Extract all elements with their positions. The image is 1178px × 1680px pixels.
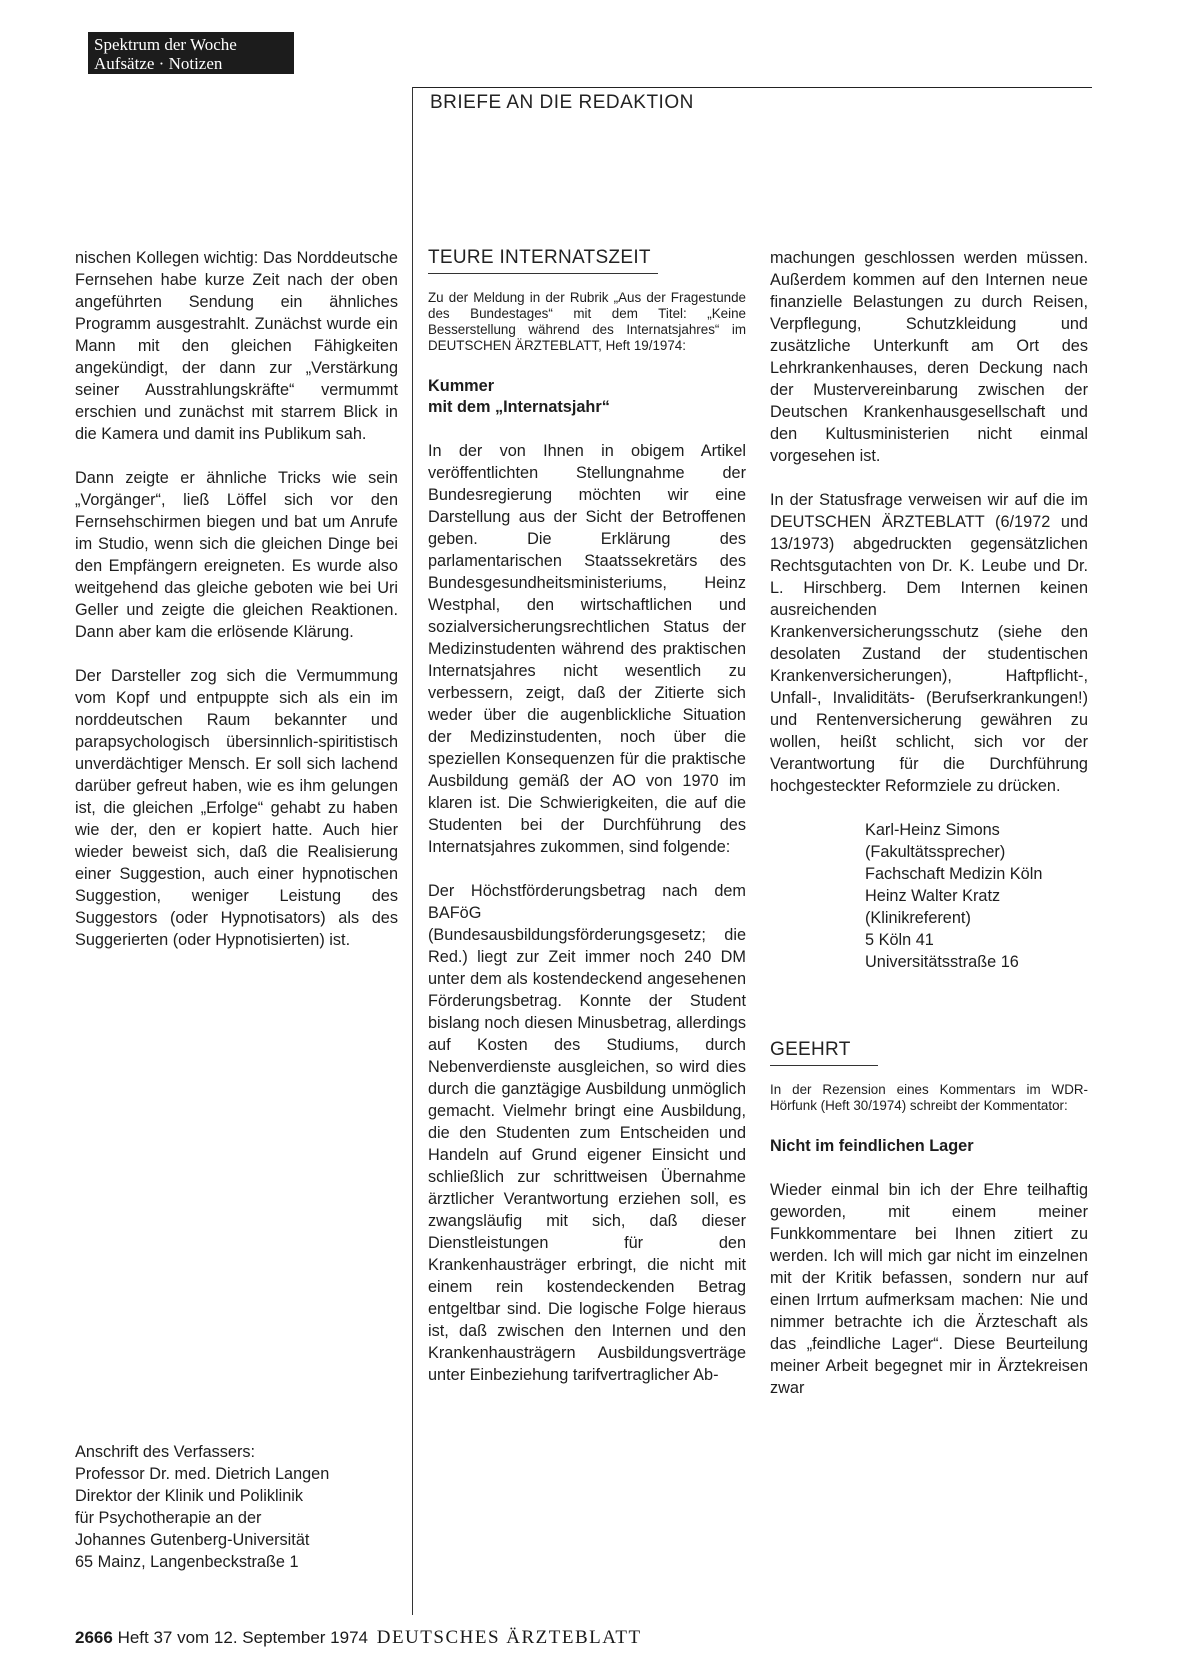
letter-headline: Nicht im feindlichen Lager xyxy=(770,1137,974,1155)
address-line: Anschrift des Verfassers: xyxy=(75,1443,256,1461)
top-rule xyxy=(412,87,1092,88)
page-number: 2666 xyxy=(75,1628,113,1647)
heading-rule xyxy=(428,273,658,274)
col3-paragraph-1: machungen geschlossen werden müssen. Außerdem kommen auf den Internen neue finanzielle Belastungen zu durch Reisen, Verpflegung, Schutzkleidung und zusätzliche Unterkunft am Ort des Lehrkrankenhauses, deren Deckung nach der Mustervereinbarung zwischen der Deutschen Krankenhausgesellschaft und den Kultusministerien nicht einmal vorgesehen ist. xyxy=(770,249,1088,465)
magazine-name: DEUTSCHES ÄRZTEBLATT xyxy=(376,1627,642,1648)
column-1 xyxy=(75,247,398,951)
address-line: Professor Dr. med. Dietrich Langen xyxy=(75,1465,330,1483)
col2-paragraph-2: Der Höchstförderungsbetrag nach dem BAFöG (Bundesausbildungsförderungsgesetz; die Red.) liegt zur Zeit immer noch 240 DM unter dem als kostendeckend angesehenen Förderungsbetrag. Konnte der Student bislang noch diesen Minusbetrag, allerdings auf Kosten des Studiums, durch Nebenverdienste ausgleichen, so wird dies durch die ganztägige Ausbildung unmöglich gemacht. Vielmehr bringt eine Ausbildung, die den Studenten zum Entscheiden und Handeln auf Grund eigener Einsicht und schließlich zur schrittweisen Übernahme ärztlicher Verantwortung erziehen soll, es zwangsläufig mit sich, daß dieser Dienstleistungen für den Krankenhausträger erbringt, die nicht mit einem rein kostendeckenden Betrag entgeltbar sind. Die logische Folge hieraus ist, daß zwischen den Internen und den Krankenhausträgern Ausbildungsverträge unter Einbeziehung tarifvertraglicher Ab- xyxy=(428,882,746,1384)
letter-headline-line2: mit dem „Internatsjahr“ xyxy=(428,398,610,416)
col2-paragraph-1: In der von Ihnen in obigem Artikel veröffentlichten Stellungnahme der Bundesregierung möchten wir eine Darstellung aus der Sicht der Betroffenen geben. Die Erklärung des parlamentarischen Staatssekretärs des Bundesgesundheitsministeriums, Heinz Westphal, den wirtschaftlichen und sozialversicherungsrechtlichen Status der Medizinstudenten während des praktischen Internatsjahres nicht wesentlich zu verbessern, zeigt, daß der Zitierte sich weder über die augenblickliche Situation der Medizinstudenten, noch über die speziellen Konsequenzen für die praktische Ausbildung gemäß der AO von 1970 im klaren ist. Die Schwierigkeiten, die auf die Studenten bei der Durchführung des Internatsjahres zukommen, sind folgende: xyxy=(428,442,746,856)
signature-line: Heinz Walter Kratz xyxy=(865,887,1001,905)
article-intro: In der Rezension eines Kommentars im WDR-Hörfunk (Heft 30/1974) schreibt der Kommentator: xyxy=(770,1082,1088,1113)
signature-line: (Fakultätssprecher) xyxy=(865,843,1006,861)
signature-line: Universitätsstraße 16 xyxy=(865,953,1019,971)
col1-paragraph-3: Der Darsteller zog sich die Vermummung vom Kopf und entpuppte sich als ein im norddeutschen Raum bekannter und parapsychologisch übersinnlich-spiritistisch unverdächtiger Mensch. Er soll sich lachend darüber gefreut haben, wie es ihm gelungen ist, die gleichen „Erfolge“ gehabt zu haben wie der, den er kopiert hatte. Auch hier wieder beweist sich, daß die Realisierung einer Suggestion, auch einer hypnotischen Suggestion, weniger Leistung des Suggestors (oder Hypnotisators) als des Suggerierten (oder Hypnotisierten) ist. xyxy=(75,667,398,949)
article-intro: Zu der Meldung in der Rubrik „Aus der Fragestunde des Bundestages“ mit dem Titel: „Keine Besserstellung während des Internatsjahres“ im DEUTSCHEN ÄRZTEBLATT, Heft 19/1974: xyxy=(428,290,746,353)
section-tag-line1: Spektrum der Woche xyxy=(94,35,237,54)
letter-headline-line1: Kummer xyxy=(428,377,495,395)
address-line: Direktor der Klinik und Poliklinik xyxy=(75,1487,304,1505)
col3-paragraph-2: In der Statusfrage verweisen wir auf die im DEUTSCHEN ÄRZTEBLATT (6/1972 und 13/1973) abgedruckten gegensätzlichen Rechtsgutachten von Dr. K. Leube und Dr. L. Hirschberg. Dem Internen keinen ausreichenden Krankenversicherungsschutz (siehe den desolaten Zustand der studentischen Krankenversicherungen), Haftpflicht-, Unfall-, Invaliditäts- (Berufserkrankungen!) und Rentenversicherung gewähren zu wollen, heißt schlicht, sich vor der Verantwortung für die Durchführung hochgesteckter Reformziele zu drücken. xyxy=(770,491,1088,795)
col1-paragraph-1: nischen Kollegen wichtig: Das Norddeutsche Fernsehen habe kurze Zeit nach der oben angeführten Sendung ein ähnliches Programm ausgestrahlt. Zunächst wurde ein Mann mit den gleichen Fähigkeiten angekündigt, der dann zur „Verstärkung seiner Ausstrahlungskräfte“ vermummt erschien und zunächst mit starrem Blick in die Kamera und damit ins Publikum sah. xyxy=(75,249,398,443)
col1-paragraph-2: Dann zeigte er ähnliche Tricks wie sein „Vorgänger“, ließ Löffel sich vor den Fernsehschirmen biegen und bat um Anrufe im Studio, wenn sich die gleichen Dinge bei den Empfängern ereigneten. Es wurde also weitgehend das gleiche geboten wie bei Uri Geller und zeigte die gleichen Reaktionen. Dann aber kam die erlösende Klärung. xyxy=(75,469,398,641)
signature-line: (Klinikreferent) xyxy=(865,909,971,927)
col3-paragraph-3: Wieder einmal bin ich der Ehre teilhaftig geworden, mit einem meiner Funkkommentare bei Ihnen zitiert zu werden. Ich will mich gar nicht im einzelnen mit der Kritik befassen, sondern nur auf einen Irrtum aufmerksam machen: Nie und nimmer betrachte ich die Ärzteschaft als das „feindliche Lager“. Diese Beurteilung meiner Arbeit begegnet mir in Ärztekreisen zwar xyxy=(770,1181,1088,1397)
article-heading-teure-internatszeit: TEURE INTERNATSZEIT xyxy=(428,247,651,268)
section-tag xyxy=(88,32,294,74)
section-tag-line2: Aufsätze · Notizen xyxy=(94,54,223,73)
column-divider xyxy=(412,87,413,1615)
address-line: Johannes Gutenberg-Universität xyxy=(75,1531,310,1549)
signature-line: 5 Köln 41 xyxy=(865,931,934,949)
author-address xyxy=(75,1441,405,1573)
signature-block xyxy=(770,819,1088,973)
section-title: BRIEFE AN DIE REDAKTION xyxy=(430,92,694,113)
article-heading-geehrt: GEEHRT xyxy=(770,1039,851,1060)
heading-rule xyxy=(770,1065,878,1066)
address-line: 65 Mainz, Langenbeckstraße 1 xyxy=(75,1553,299,1571)
page-footer xyxy=(75,1627,642,1649)
signature-line: Fachschaft Medizin Köln xyxy=(865,865,1043,883)
issue-info: Heft 37 vom 12. September 1974 xyxy=(117,1628,368,1647)
letter-headline xyxy=(428,376,746,418)
column-3 xyxy=(770,247,1088,1399)
column-2 xyxy=(428,247,746,1386)
signature-line: Karl-Heinz Simons xyxy=(865,821,1000,839)
address-line: für Psychotherapie an der xyxy=(75,1509,262,1527)
